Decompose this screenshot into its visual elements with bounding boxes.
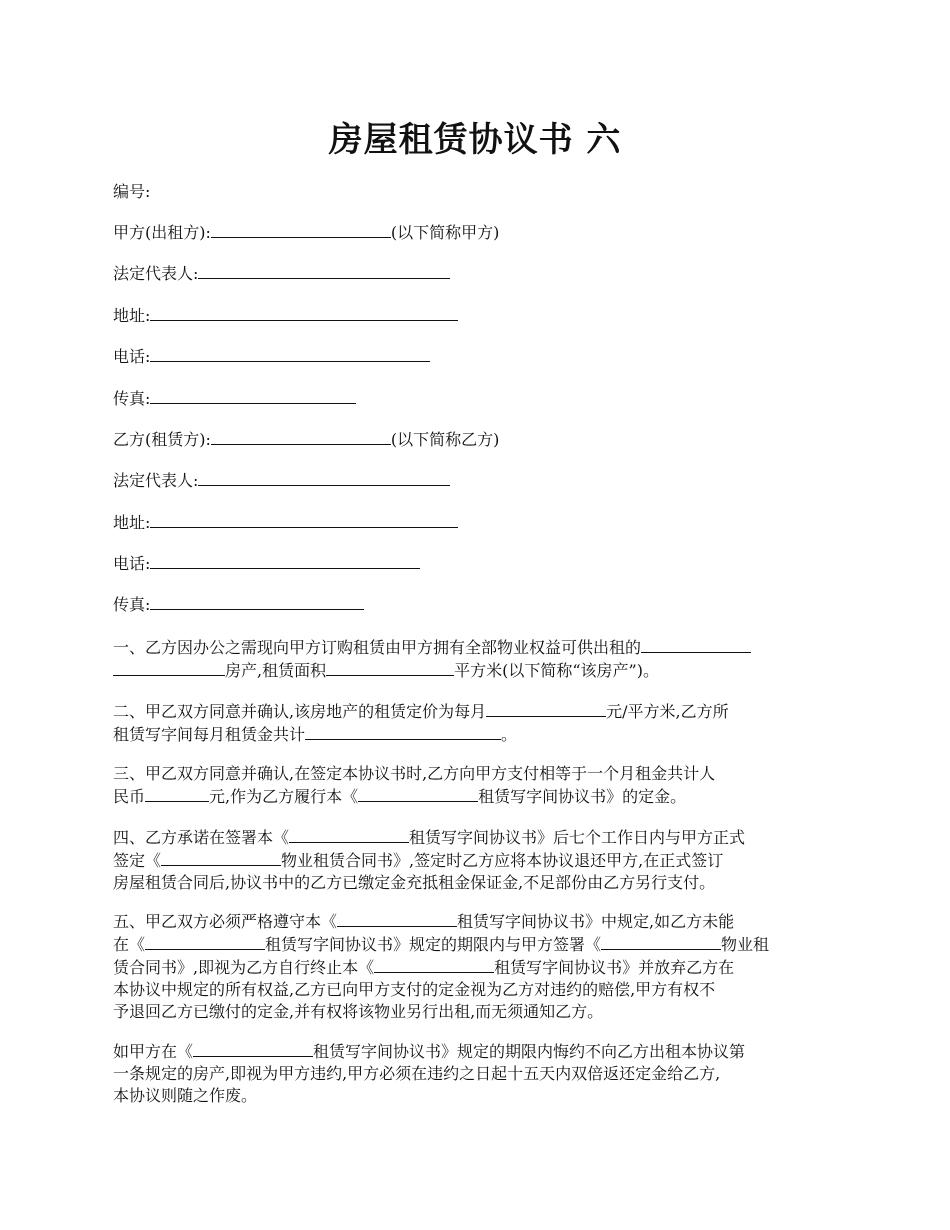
clause-5 [113,910,843,1023]
clause-1-text-2: 房产,租赁面积 [225,661,327,680]
unit-price-blank [486,700,606,717]
serial-number-field [113,181,150,203]
clause-6-text-4: 本协议则随之作废。 [113,1086,258,1105]
monthly-rent-blank [305,723,501,740]
party-b-rep-label: 法定代表人: [113,471,199,490]
clause-3 [113,763,843,808]
party-b-field [113,428,499,451]
party-a-field [113,221,499,244]
party-a-fax-field [113,387,356,410]
clause-4-text-5: 房屋租赁合同后,协议书中的乙方已缴定金充抵租金保证金,不足部份由乙方另行支付。 [113,873,716,892]
party-b-phone-blank [150,552,420,569]
party-b-fax-blank [150,593,364,610]
document-title: 房屋租赁协议书 六 [328,120,622,160]
clause-3-text-2: 民币 [113,787,146,806]
clause-2-text: 二、甲乙双方同意并确认,该房地产的租赁定价为每月 [113,702,487,721]
party-b-phone-label: 电话: [113,554,151,573]
party-a-phone-blank [150,345,430,362]
agreement-name-blank-4 [145,933,265,950]
clause-6-text-3: 一条规定的房产,即视为甲方违约,甲方必须在违约之日起十五天内双倍返还定金给乙方, [113,1064,721,1083]
party-b-address-blank [150,511,458,528]
party-a-phone-label: 电话: [113,347,151,366]
rental-area-blank [326,659,454,676]
party-b-fax-label: 传真: [113,595,151,614]
clause-4-text: 四、乙方承诺在签署本《 [113,828,290,847]
party-a-rep-label: 法定代表人: [113,264,199,283]
clause-2 [113,700,843,746]
clause-6-text: 如甲方在《 [113,1042,194,1061]
party-b-blank [211,428,391,445]
clause-5-text-3: 在《 [113,935,146,954]
clause-5-text-9: 予退回乙方已缴付的定金,并有权将该物业另行出租,而无须通知乙方。 [113,1002,604,1021]
clause-1-text: 一、乙方因办公之需现向甲方订购租赁由甲方拥有全部物业权益可供出租的 [113,638,642,657]
party-b-suffix: (以下简称乙方) [390,430,500,449]
party-b-rep-blank [198,469,450,486]
clause-4 [113,826,843,894]
clause-5-text-4: 租赁写字间协议书》规定的期限内与甲方签署《 [265,935,602,954]
party-b-label: 乙方(租赁方): [113,430,211,449]
party-b-rep-field [113,469,450,492]
party-a-label: 甲方(出租方): [113,223,211,242]
contract-name-blank-2 [601,933,721,950]
party-a-address-label: 地址: [113,306,151,325]
clause-1 [113,636,843,682]
clause-6 [113,1040,843,1107]
serial-number-label: 编号: [113,182,151,201]
party-a-rep-blank [198,262,450,279]
agreement-name-blank-6 [193,1040,313,1057]
clause-2-text-3: 租赁写字间每月租赁金共计 [113,725,306,744]
clause-5-text-7: 租赁写字间协议书》并放弃乙方在 [494,958,735,977]
clause-5-text-8: 本协议中规定的所有权益,乙方已向甲方支付的定金视为乙方对违约的赔偿,甲方有权不 [113,980,716,999]
agreement-name-blank-5 [374,956,494,973]
property-location-blank-cont [113,659,225,676]
clause-4-text-4: 物业租赁合同书》,签定时乙方应将本协议退还甲方,在正式签订 [281,851,724,870]
clause-3-text: 三、甲乙双方同意并确认,在签定本协议书时,乙方向甲方支付相等于一个月租金共计人 [113,764,716,783]
party-a-phone-field [113,345,430,368]
party-a-blank [211,221,391,238]
party-a-fax-label: 传真: [113,389,151,408]
party-a-suffix: (以下简称甲方) [390,223,500,242]
party-b-address-field [113,511,458,534]
clause-5-text-6: 赁合同书》,即视为乙方自行终止本《 [113,958,375,977]
clause-5-text-5: 物业租 [721,935,770,954]
clause-2-text-2: 元/平方米,乙方所 [606,702,729,721]
deposit-amount-blank [145,785,209,802]
clause-3-text-3: 元,作为乙方履行本《 [209,787,359,806]
clause-4-text-2: 租赁写字间协议书》后七个工作日内与甲方正式 [409,828,746,847]
clause-4-text-3: 签定《 [113,851,162,870]
clause-5-text-2: 租赁写字间协议书》中规定,如乙方未能 [457,912,735,931]
property-location-blank [641,636,751,653]
agreement-name-blank-3 [337,910,457,927]
clause-6-text-2: 租赁写字间协议书》规定的期限内悔约不向乙方出租本协议第 [313,1042,746,1061]
party-a-address-field [113,304,458,327]
clause-1-text-3: 平方米(以下简称“该房产”)。 [454,661,659,680]
clause-2-text-4: 。 [501,725,518,744]
agreement-name-blank-2 [289,826,409,843]
clause-3-text-4: 租赁写字间协议书》的定金。 [478,787,687,806]
party-a-rep-field [113,262,450,285]
party-b-phone-field [113,552,420,575]
party-a-fax-blank [150,387,356,404]
agreement-name-blank [358,785,478,802]
clause-5-text: 五、甲乙双方必须严格遵守本《 [113,912,338,931]
party-a-address-blank [150,304,458,321]
party-b-address-label: 地址: [113,513,151,532]
party-b-fax-field [113,593,364,616]
contract-name-blank [161,849,281,866]
